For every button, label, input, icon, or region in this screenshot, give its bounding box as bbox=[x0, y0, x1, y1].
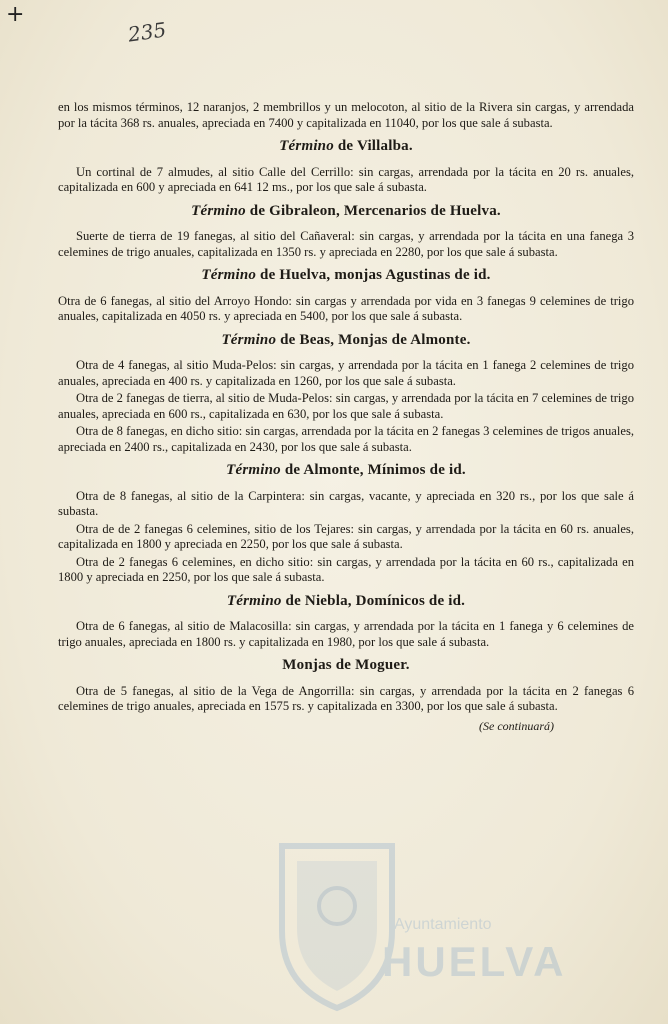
shield-icon bbox=[262, 836, 412, 1016]
paragraph: Otra de 4 fanegas, al sitio Muda-Pelos: sin cargas, y arrendada por la tácita en 1 fanega 2 celemines de trigo anuales, apreciada en 400 rs. y capitalizada en 1260, por los que sale á subasta. bbox=[58, 358, 634, 388]
archive-watermark bbox=[262, 836, 632, 1016]
heading-text: de Beas, Monjas de Almonte. bbox=[276, 331, 471, 348]
watermark-sub: Ayuntamiento bbox=[394, 916, 492, 933]
heading-text: de Huelva, monjas Agustinas de id. bbox=[256, 267, 491, 283]
paragraph: Suerte de tierra de 19 fanegas, al sitio del Cañaveral: sin cargas, y arrendada por la tácita en una fanega 3 celemines de trigo anuales, capitalizada en 1350 rs. y apreciada en 2280, por los que sale á subasta. bbox=[58, 229, 634, 259]
paragraph: Otra de 5 fanegas, al sitio de la Vega de Angorrilla: sin cargas, y arrendada por la tácita en 2 fanegas 6 celemines de trigo anuales, apreciada en 1575 rs. y capitalizada en 3300, por los que sale á subasta. bbox=[58, 683, 634, 713]
paragraph: Otra de 2 fanegas 6 celemines, en dicho sitio: sin cargas, y arrendada por la tácita en 60 rs., capitalizada en 1800 y apreciada en 2250, por los que sale á subasta. bbox=[58, 554, 634, 584]
paragraph: Un cortinal de 7 almudes, al sitio Calle del Cerrillo: sin cargas, arrendada por la tácita en 20 rs. anuales, capitalizada en 600 y apreciada en 641 12 ms., por los que sale á subasta. bbox=[58, 164, 634, 194]
section-heading bbox=[58, 463, 634, 479]
watermark-label: HUELVA bbox=[382, 938, 567, 985]
section-heading bbox=[58, 139, 634, 155]
paragraph: Otra de 8 fanegas, en dicho sitio: sin cargas, arrendada por la tácita en 2 fanegas 3 celemines de trigos anuales, apreciada en 2400 rs., capitalizada en 2430, por los que sale á subasta. bbox=[58, 424, 634, 454]
section-heading bbox=[58, 268, 634, 284]
section-heading bbox=[58, 204, 634, 220]
heading-text: de Gibraleon, Mercenarios de Huelva. bbox=[245, 202, 501, 219]
paragraph: Otra de de 2 fanegas 6 celemines, sitio de los Tejares: sin cargas, y arrendada por la tácita en 60 rs. anuales, capitalizada en 1800 y apreciada en 2250, por los que sale á subasta. bbox=[58, 521, 634, 551]
paragraph: Otra de 6 fanegas, al sitio del Arroyo Hondo: sin cargas y arrendada por vida en 3 fanegas 9 celemines de trigo anuales, capitalizada en 4050 rs. y apreciada en 5400, por los que sale á subasta. bbox=[58, 293, 634, 323]
continuation-note: (Se continuará) bbox=[479, 718, 554, 733]
paragraph: Otra de 8 fanegas, al sitio de la Carpintera: sin cargas, vacante, y apreciada en 320 rs., por los que sale á subasta. bbox=[58, 488, 634, 518]
corner-mark: + bbox=[6, 2, 25, 27]
paragraph: Otra de 6 fanegas, al sitio de Malacosilla: sin cargas, y arrendada por la tácita en 1 fanega y 6 celemines de trigo anuales, apreciada en 1800 rs. y capitalizada en 1980, por los que sale á subasta. bbox=[58, 619, 634, 649]
heading-prefix: Término bbox=[226, 592, 282, 609]
heading-text: de Niebla, Domínicos de id. bbox=[281, 592, 466, 609]
heading-text: de Almonte, Mínimos de id. bbox=[280, 462, 466, 478]
heading-text: Monjas de Moguer. bbox=[282, 657, 410, 673]
handwritten-page-number: 235 bbox=[126, 17, 168, 47]
heading-text: de Villalba. bbox=[333, 138, 413, 154]
paragraph: en los mismos términos, 12 naranjos, 2 membrillos y un melocoton, al sitio de la Rivera sin cargas, y arrendada por la tácita 368 rs. anuales, apreciada en 7400 y capitalizada en 11040, por los que sale á subasta. bbox=[58, 100, 634, 130]
section-heading bbox=[58, 333, 634, 349]
paragraph: Otra de 2 fanegas de tierra, al sitio de Muda-Pelos: sin cargas, y arrendada por la tácita en 7 celemines de trigo anuales, apreciada en 600 rs., capitalizada en 630, por los que sale á subasta. bbox=[58, 391, 634, 421]
document-body bbox=[58, 100, 634, 734]
section-heading bbox=[58, 594, 634, 610]
heading-prefix: Término bbox=[191, 202, 246, 219]
heading-prefix: Término bbox=[201, 267, 257, 283]
heading-prefix: Término bbox=[221, 331, 277, 348]
heading-prefix: Término bbox=[226, 462, 281, 478]
section-heading bbox=[58, 658, 634, 674]
heading-prefix: Término bbox=[279, 138, 334, 154]
